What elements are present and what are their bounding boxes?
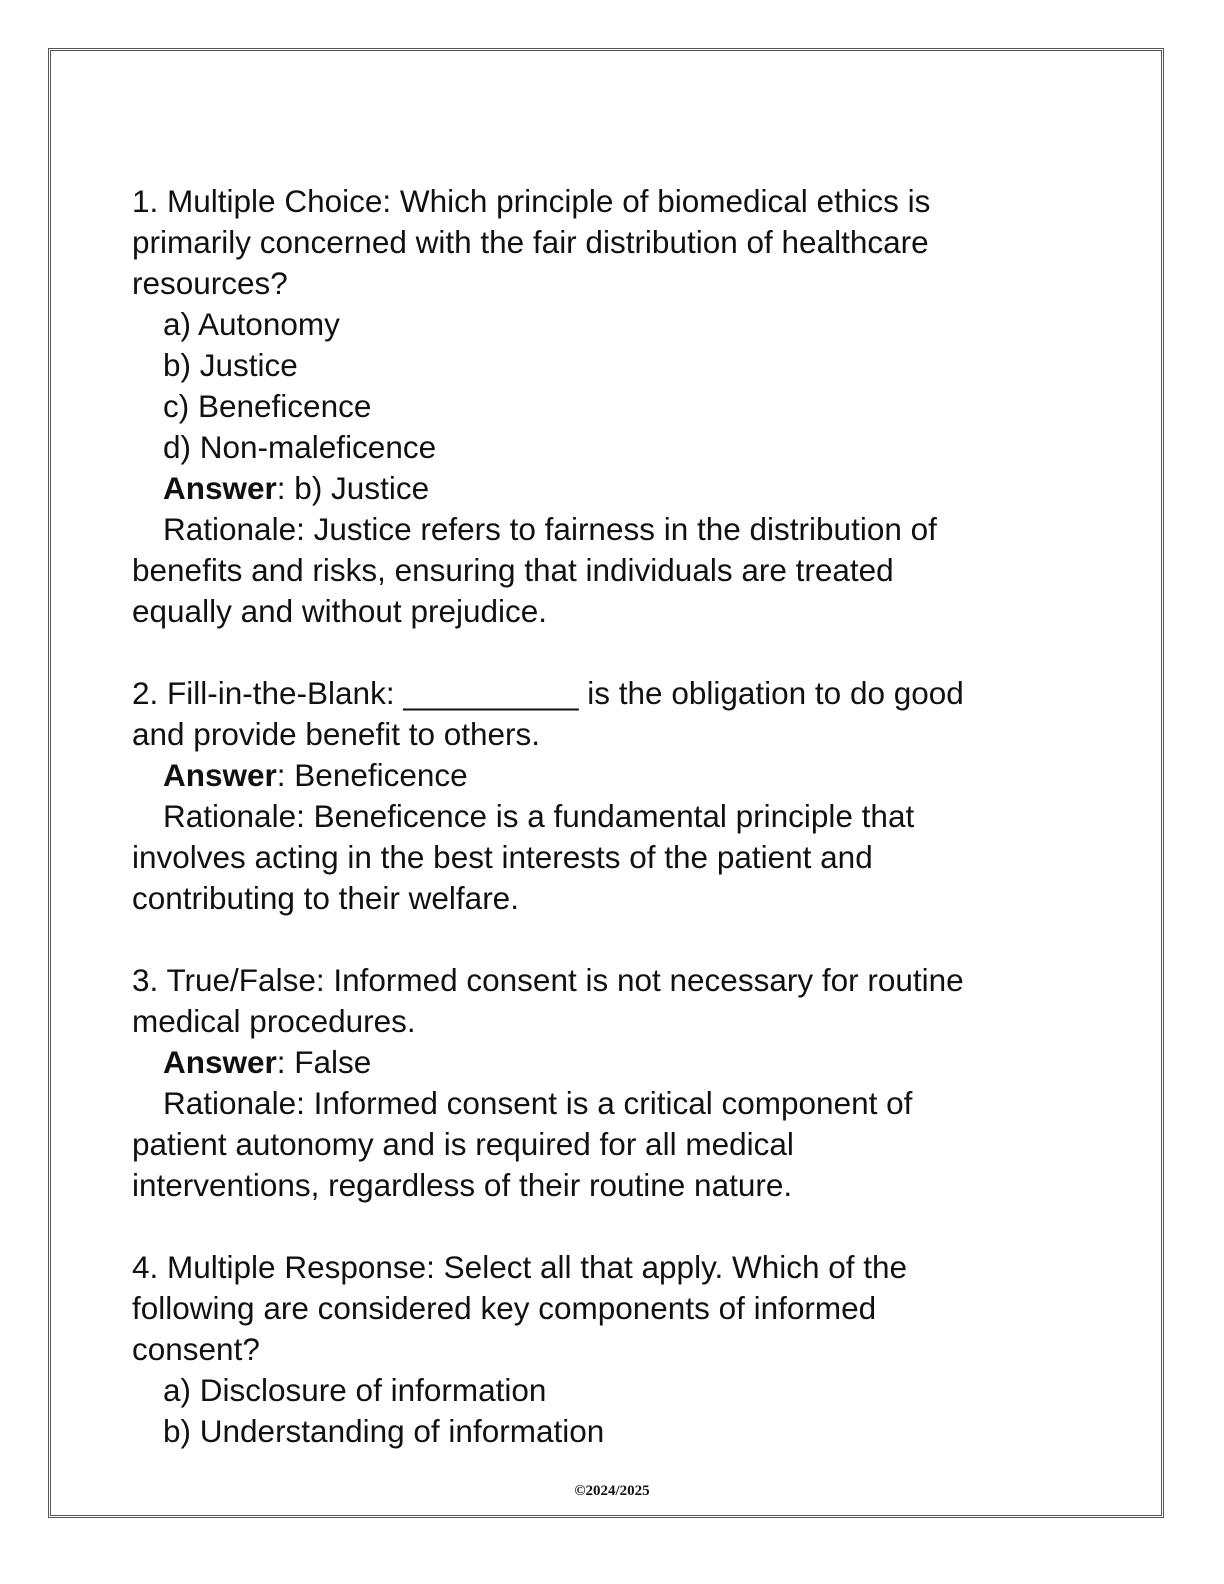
spacer xyxy=(132,919,1092,960)
answer-label: Answer xyxy=(163,1044,277,1080)
spacer xyxy=(132,632,1092,673)
question-document xyxy=(132,181,1092,1452)
spacer xyxy=(132,1206,1092,1247)
question-stem-line: resources? xyxy=(132,265,288,301)
question-stem-line: 1. Multiple Choice: Which principle of biomedical ethics is xyxy=(132,183,931,219)
answer-option: b) Understanding of information xyxy=(163,1413,605,1449)
question-stem-line: 3. True/False: Informed consent is not necessary for routine xyxy=(132,962,964,998)
question-stem-line: following are considered key components of informed xyxy=(132,1290,877,1326)
answer-line xyxy=(132,1042,1092,1083)
rationale-line: benefits and risks, ensuring that individuals are treated xyxy=(132,552,894,588)
question-stem-line: 4. Multiple Response: Select all that apply. Which of the xyxy=(132,1249,908,1285)
rationale-line: patient autonomy and is required for all medical xyxy=(132,1126,794,1162)
question-stem-line: primarily concerned with the fair distribution of healthcare xyxy=(132,224,929,260)
answer-label: Answer xyxy=(163,470,277,506)
rationale-line: interventions, regardless of their routine nature. xyxy=(132,1167,793,1203)
rationale-line: Rationale: Beneficence is a fundamental principle that xyxy=(163,798,915,834)
answer-option: d) Non-maleficence xyxy=(163,429,437,465)
question-stem-line: medical procedures. xyxy=(132,1003,416,1039)
rationale-line: contributing to their welfare. xyxy=(132,880,519,916)
answer-line xyxy=(132,755,1092,796)
question-4 xyxy=(132,1247,1092,1452)
rationale-line: Rationale: Informed consent is a critical component of xyxy=(163,1085,913,1121)
answer-value: : b) Justice xyxy=(276,470,430,506)
question-stem-line: consent? xyxy=(132,1331,260,1367)
answer-option: a) Disclosure of information xyxy=(163,1372,547,1408)
question-stem-line: 2. Fill-in-the-Blank: __________ is the obligation to do good xyxy=(132,675,964,711)
answer-value: : Beneficence xyxy=(276,757,468,793)
answer-option: a) Autonomy xyxy=(163,306,340,342)
answer-option: b) Justice xyxy=(163,347,298,383)
answer-label: Answer xyxy=(163,757,277,793)
answer-value: : False xyxy=(276,1044,372,1080)
question-3 xyxy=(132,960,1092,1206)
question-2 xyxy=(132,673,1092,919)
question-1 xyxy=(132,181,1092,632)
answer-option: c) Beneficence xyxy=(163,388,372,424)
copyright-footer: ©2024/2025 xyxy=(574,1483,650,1499)
rationale-line: equally and without prejudice. xyxy=(132,593,548,629)
rationale-line: Rationale: Justice refers to fairness in the distribution of xyxy=(163,511,937,547)
answer-line xyxy=(132,468,1092,509)
question-stem-line: and provide benefit to others. xyxy=(132,716,541,752)
rationale-line: involves acting in the best interests of the patient and xyxy=(132,839,873,875)
